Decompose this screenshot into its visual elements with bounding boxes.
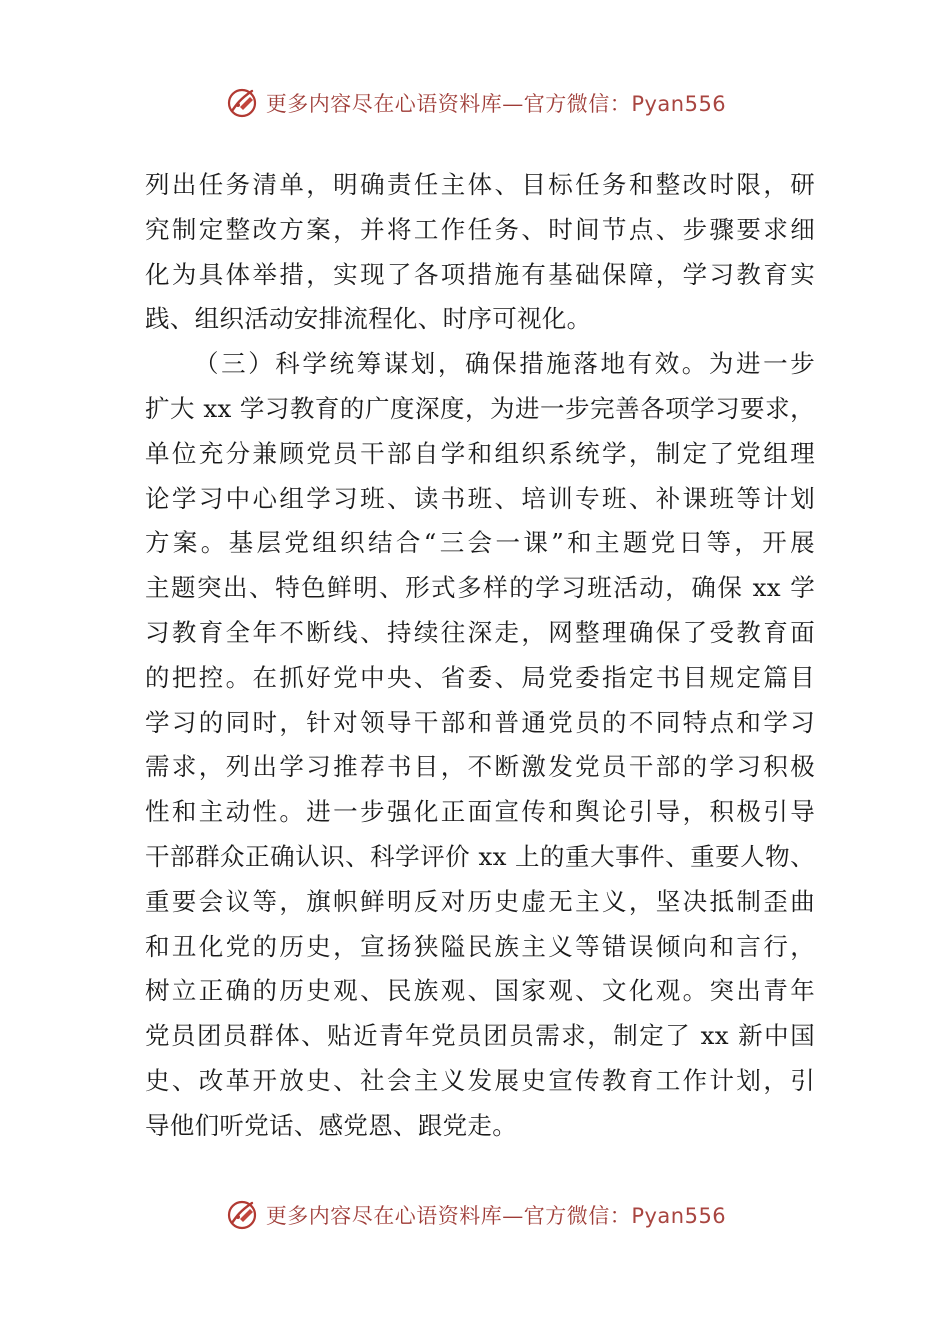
body-line: 论学习中心组学习班、读书班、培训专班、补课班等计划: [145, 483, 815, 513]
banner-text: 更多内容尽在心语资料库—官方微信：Pyan556: [265, 1204, 727, 1228]
pen-nib-seal-icon: [224, 1197, 260, 1233]
body-line: 单位充分兼顾党员干部自学和组织系统学，制定了党组理: [145, 438, 815, 468]
body-line: 史、改革开放史、社会主义发展史宣传教育工作计划，引: [145, 1065, 815, 1095]
section-heading-line: （三）科学统筹谋划，确保措施落地有效。为进一步: [194, 349, 815, 379]
banner-text: 更多内容尽在心语资料库—官方微信：Pyan556: [265, 92, 727, 116]
body-line: 列出任务清单，明确责任主体、目标任务和整改时限，研: [145, 170, 815, 199]
body-line: 干部群众正确认识、科学评价 xx 上的重大事件、重要人物、: [145, 841, 815, 871]
body-line: 主题突出、特色鲜明、形式多样的学习班活动，确保 xx 学: [145, 573, 815, 603]
body-line: 需求，列出学习推荐书目，不断激发党员干部的学习积极: [145, 752, 815, 782]
body-line: 方案。基层党组织结合“三会一课”和主题党日等，开展: [145, 528, 815, 558]
body-line: 的把控。在抓好党中央、省委、局党委指定书目规定篇目: [145, 662, 815, 692]
pen-nib-seal-icon: [224, 85, 260, 121]
body-line: 导他们听党话、感党恩、跟党走。: [145, 1110, 517, 1140]
wechat-id: Pyan556: [631, 92, 727, 116]
body-line: 习教育全年不断线、持续往深走，网整理确保了受教育面: [145, 617, 815, 647]
body-line: 化为具体举措，实现了各项措施有基础保障，学习教育实: [145, 259, 815, 289]
body-line: 性和主动性。进一步强化正面宣传和舆论引导，积极引导: [145, 797, 815, 827]
document-body: [145, 163, 815, 1149]
footer-banner: [0, 1195, 950, 1235]
body-line: 和丑化党的历史，宣扬狭隘民族主义等错误倾向和言行，: [145, 931, 815, 961]
body-line: 党员团员群体、贴近青年党员团员需求，制定了 xx 新中国: [145, 1021, 815, 1051]
body-line: 究制定整改方案，并将工作任务、时间节点、步骤要求细: [145, 214, 815, 244]
body-line: 践、组织活动安排流程化、时序可视化。: [145, 304, 592, 334]
body-line: 重要会议等，旗帜鲜明反对历史虚无主义，坚决抵制歪曲: [145, 886, 815, 916]
body-line: 学习的同时，针对领导干部和普通党员的不同特点和学习: [145, 707, 815, 737]
body-line: 树立正确的历史观、民族观、国家观、文化观。突出青年: [145, 976, 815, 1006]
wechat-id: Pyan556: [631, 1204, 727, 1228]
header-banner: [0, 83, 950, 123]
body-line: 扩大 xx 学习教育的广度深度，为进一步完善各项学习要求，: [145, 393, 815, 423]
